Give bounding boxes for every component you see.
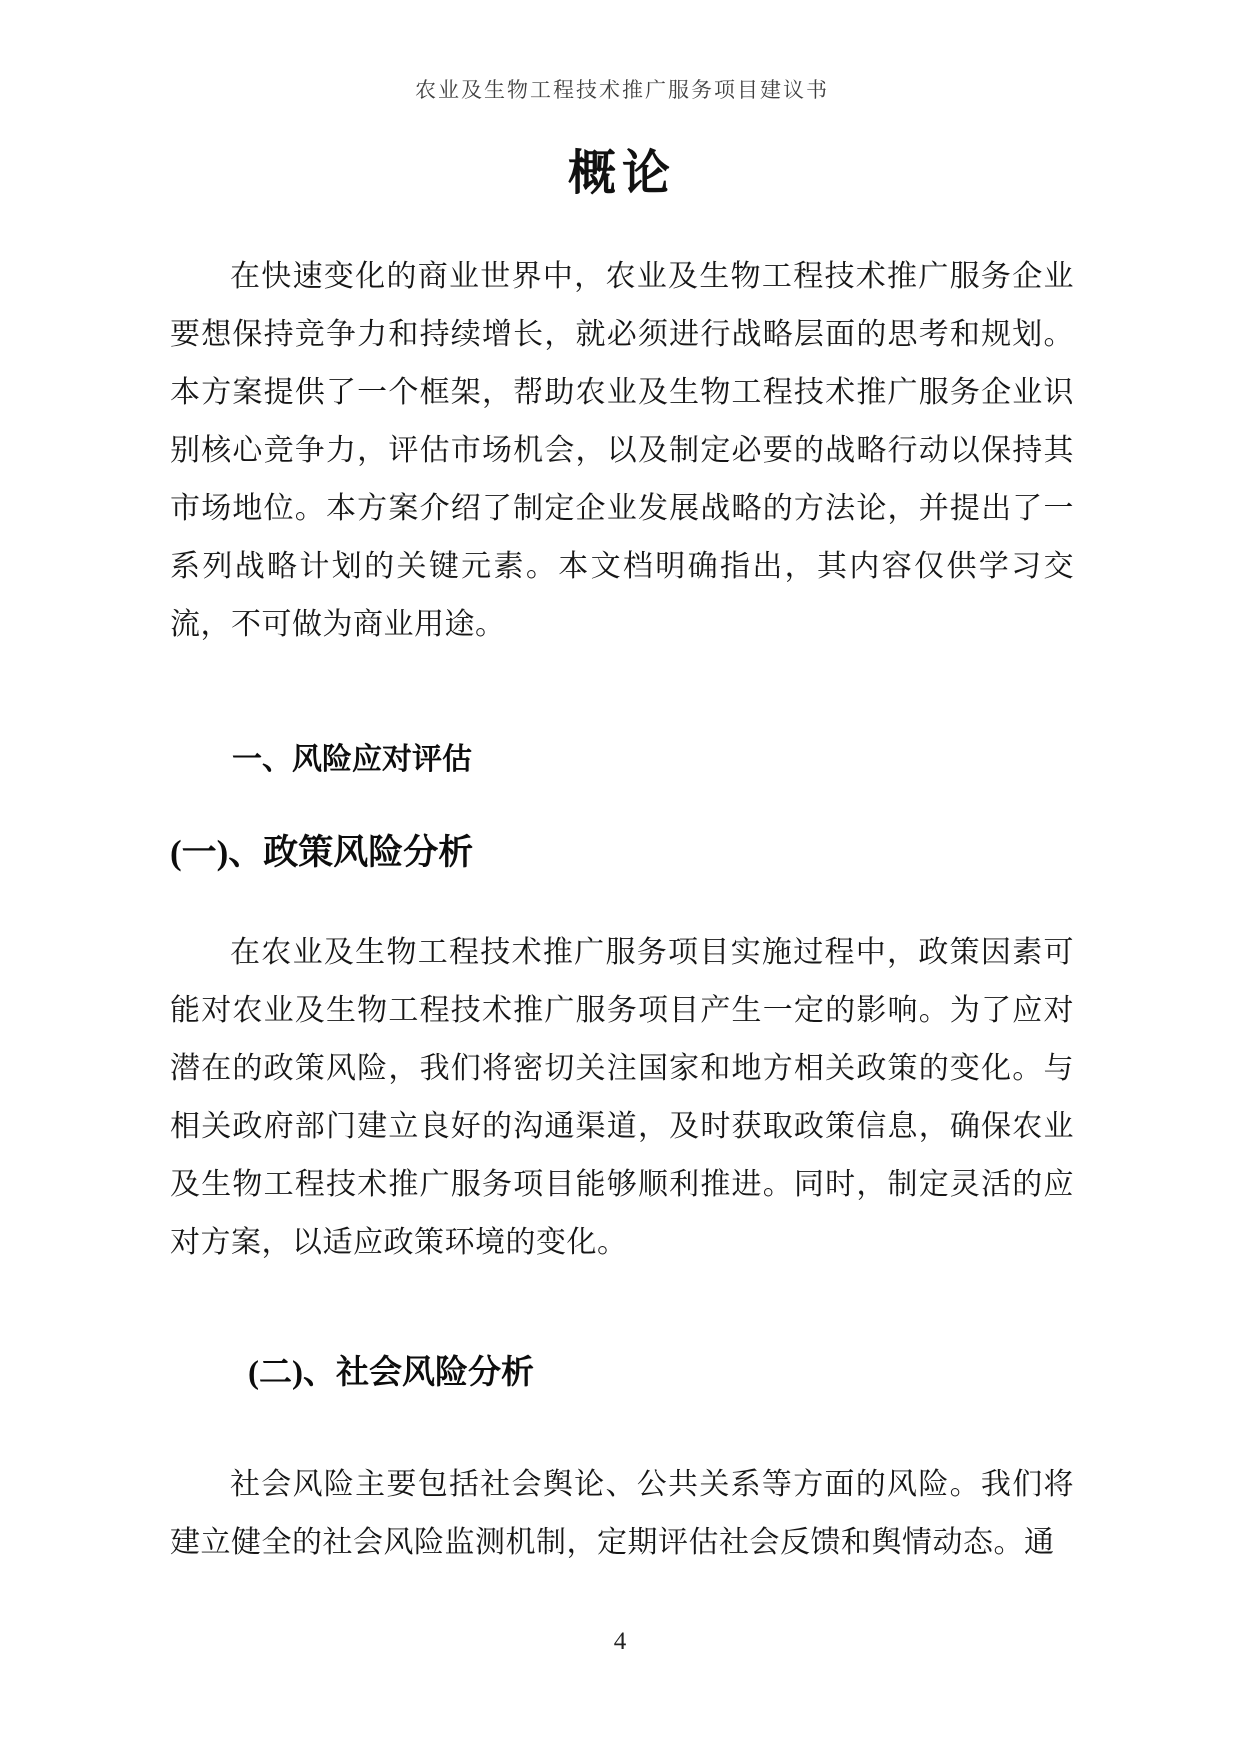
- page-header-title: 农业及生物工程技术推广服务项目建议书: [415, 78, 829, 102]
- chapter-heading-risk-assessment: 一、风险应对评估: [232, 743, 472, 776]
- document-title: 概论: [567, 147, 676, 200]
- policy-risk-paragraph: 在农业及生物工程技术推广服务项目实施过程中，政策因素可能对农业及生物工程技术推广服务项目产生一定的影响。为了应对潜在的政策风险，我们将密切关注国家和地方相关政策的变化。与相关政府部门建立良好的沟通渠道，及时获取政策信息，确保农业及生物工程技术推广服务项目能够顺利推进。同时，制定灵活的应对方案，以适应政策环境的变化。: [170, 936, 1074, 1259]
- page-number: 4: [613, 1628, 627, 1655]
- social-risk-paragraph: 社会风险主要包括社会舆论、公共关系等方面的风险。我们将建立健全的社会风险监测机制，定期评估社会反馈和舆情动态。通: [170, 1468, 1074, 1559]
- section-heading-policy-risk: (一)、政策风险分析: [170, 833, 474, 872]
- intro-paragraph: 在快速变化的商业世界中，农业及生物工程技术推广服务企业要想保持竞争力和持续增长，就必须进行战略层面的思考和规划。本方案提供了一个框架，帮助农业及生物工程技术推广服务企业识别核心竞争力，评估市场机会，以及制定必要的战略行动以保持其市场地位。本方案介绍了制定企业发展战略的方法论，并提出了一系列战略计划的关键元素。本文档明确指出，其内容仅供学习交流，不可做为商业用途。: [170, 260, 1074, 641]
- section-heading-social-risk: (二)、社会风险分析: [248, 1355, 534, 1391]
